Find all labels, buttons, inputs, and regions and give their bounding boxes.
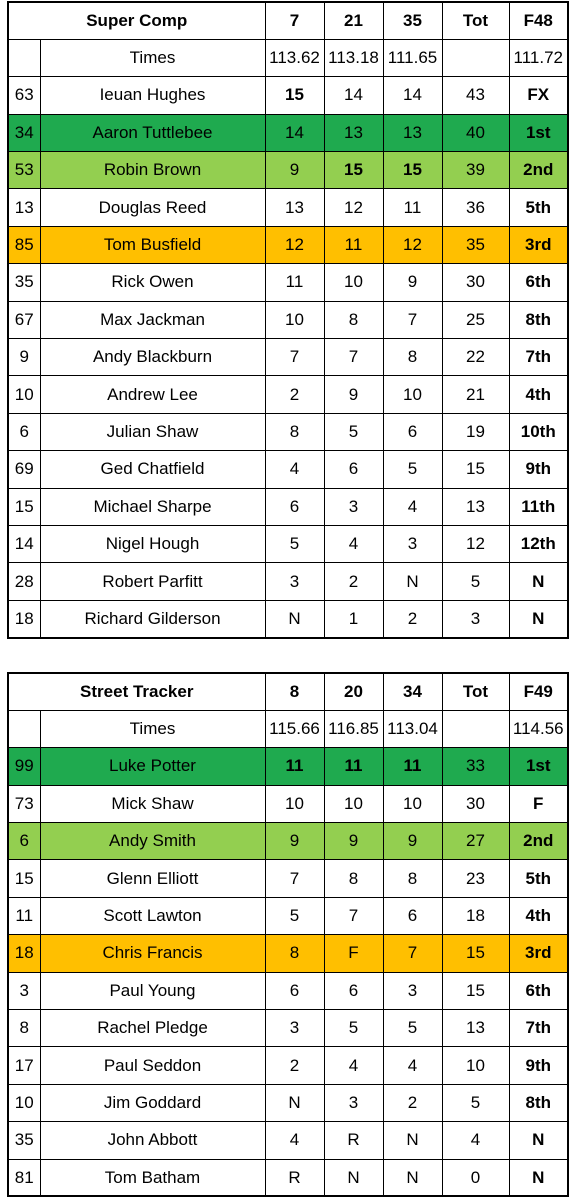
rider-number: 35 [8, 264, 40, 301]
round-score: 6 [265, 488, 324, 525]
round-header: 8 [265, 673, 324, 710]
rider-name: Chris Francis [40, 935, 265, 972]
total-score: 30 [442, 785, 509, 822]
final-position: 11th [509, 488, 568, 525]
round-score: N [265, 600, 324, 637]
round-score: 14 [383, 77, 442, 114]
round-score: 4 [324, 1047, 383, 1084]
header-row [8, 2, 568, 39]
final-header: F48 [509, 2, 568, 39]
rider-row [8, 563, 568, 600]
total-score: 33 [442, 748, 509, 785]
time-cell: 113.62 [265, 39, 324, 76]
total-score: 3 [442, 600, 509, 637]
round-score: R [324, 1122, 383, 1159]
round-score: 7 [265, 860, 324, 897]
final-position: 4th [509, 376, 568, 413]
round-score: 7 [324, 339, 383, 376]
round-score: 3 [383, 525, 442, 562]
time-cell: 116.85 [324, 710, 383, 747]
rider-row [8, 77, 568, 114]
round-header: 35 [383, 2, 442, 39]
final-position: F [509, 785, 568, 822]
total-score: 43 [442, 77, 509, 114]
rider-row [8, 189, 568, 226]
rider-name: Nigel Hough [40, 525, 265, 562]
rider-row [8, 451, 568, 488]
times-label: Times [40, 39, 265, 76]
round-score: 3 [383, 972, 442, 1009]
blank-cell [8, 710, 40, 747]
total-score: 39 [442, 152, 509, 189]
final-position: 5th [509, 860, 568, 897]
round-score: 6 [324, 451, 383, 488]
round-score: 14 [324, 77, 383, 114]
time-cell [442, 710, 509, 747]
round-score: 13 [265, 189, 324, 226]
rider-row [8, 972, 568, 1009]
round-score: 15 [324, 152, 383, 189]
header-row [8, 673, 568, 710]
total-header: Tot [442, 673, 509, 710]
total-score: 15 [442, 451, 509, 488]
rider-name: Rick Owen [40, 264, 265, 301]
round-score: 3 [265, 1010, 324, 1047]
super-comp-results-table [7, 1, 569, 639]
round-score: 5 [265, 897, 324, 934]
rider-row [8, 600, 568, 637]
round-score: 5 [265, 525, 324, 562]
rider-number: 69 [8, 451, 40, 488]
round-score: 9 [383, 264, 442, 301]
rider-row [8, 785, 568, 822]
rider-name: Rachel Pledge [40, 1010, 265, 1047]
round-score: N [383, 1159, 442, 1196]
rider-row [8, 114, 568, 151]
times-label: Times [40, 710, 265, 747]
rider-number: 17 [8, 1047, 40, 1084]
total-score: 15 [442, 935, 509, 972]
rider-number: 15 [8, 860, 40, 897]
rider-rows [8, 77, 568, 638]
rider-name: Andy Blackburn [40, 339, 265, 376]
rider-name: Robert Parfitt [40, 563, 265, 600]
rider-row [8, 226, 568, 263]
final-position: 12th [509, 525, 568, 562]
round-score: 2 [265, 376, 324, 413]
rider-name: Andrew Lee [40, 376, 265, 413]
rider-row [8, 339, 568, 376]
rider-number: 73 [8, 785, 40, 822]
rider-number: 53 [8, 152, 40, 189]
rider-name: Andy Smith [40, 823, 265, 860]
round-score: 4 [265, 451, 324, 488]
total-score: 35 [442, 226, 509, 263]
rider-number: 3 [8, 972, 40, 1009]
rider-name: Tom Busfield [40, 226, 265, 263]
total-score: 4 [442, 1122, 509, 1159]
final-position: 7th [509, 339, 568, 376]
round-score: 8 [324, 860, 383, 897]
round-score: 7 [324, 897, 383, 934]
round-score: 12 [324, 189, 383, 226]
round-score: 6 [383, 897, 442, 934]
rider-number: 99 [8, 748, 40, 785]
total-score: 12 [442, 525, 509, 562]
rider-name: Scott Lawton [40, 897, 265, 934]
round-score: 10 [383, 785, 442, 822]
round-score: 9 [265, 152, 324, 189]
final-position: 7th [509, 1010, 568, 1047]
rider-row [8, 376, 568, 413]
round-score: 10 [324, 264, 383, 301]
blank-cell [8, 39, 40, 76]
round-score: 2 [383, 1084, 442, 1121]
round-score: 12 [265, 226, 324, 263]
rider-number: 6 [8, 413, 40, 450]
rider-number: 14 [8, 525, 40, 562]
rider-row [8, 264, 568, 301]
total-score: 5 [442, 1084, 509, 1121]
round-score: 10 [324, 785, 383, 822]
round-score: 3 [265, 563, 324, 600]
rider-row [8, 1047, 568, 1084]
rider-name: Luke Potter [40, 748, 265, 785]
rider-number: 15 [8, 488, 40, 525]
final-position: 8th [509, 301, 568, 338]
total-score: 23 [442, 860, 509, 897]
rider-name: Douglas Reed [40, 189, 265, 226]
rider-name: Aaron Tuttlebee [40, 114, 265, 151]
rider-number: 10 [8, 376, 40, 413]
rider-number: 10 [8, 1084, 40, 1121]
total-score: 13 [442, 488, 509, 525]
time-cell: 111.65 [383, 39, 442, 76]
final-position: N [509, 1159, 568, 1196]
rider-row [8, 1084, 568, 1121]
round-score: 14 [265, 114, 324, 151]
total-score: 21 [442, 376, 509, 413]
final-position: N [509, 600, 568, 637]
round-score: N [324, 1159, 383, 1196]
rider-row [8, 152, 568, 189]
total-score: 40 [442, 114, 509, 151]
final-position: 5th [509, 189, 568, 226]
round-score: 7 [383, 301, 442, 338]
table-title: Super Comp [8, 2, 265, 39]
total-score: 36 [442, 189, 509, 226]
rider-row [8, 897, 568, 934]
final-position: 9th [509, 451, 568, 488]
round-score: 8 [265, 413, 324, 450]
round-score: N [383, 1122, 442, 1159]
rider-name: John Abbott [40, 1122, 265, 1159]
rider-row [8, 935, 568, 972]
rider-name: Richard Gilderson [40, 600, 265, 637]
total-score: 10 [442, 1047, 509, 1084]
final-position: 3rd [509, 935, 568, 972]
round-score: 9 [324, 823, 383, 860]
round-score: 7 [383, 935, 442, 972]
rider-name: Paul Young [40, 972, 265, 1009]
street-tracker-results-table [7, 672, 569, 1197]
time-cell: 114.56 [509, 710, 568, 747]
round-score: 4 [383, 1047, 442, 1084]
total-score: 25 [442, 301, 509, 338]
total-score: 15 [442, 972, 509, 1009]
round-score: 15 [383, 152, 442, 189]
rider-number: 8 [8, 1010, 40, 1047]
final-position: 8th [509, 1084, 568, 1121]
rider-number: 28 [8, 563, 40, 600]
final-position: 10th [509, 413, 568, 450]
round-score: 15 [265, 77, 324, 114]
round-score: 6 [324, 972, 383, 1009]
rider-row [8, 301, 568, 338]
round-score: N [383, 563, 442, 600]
final-position: N [509, 1122, 568, 1159]
rider-name: Glenn Elliott [40, 860, 265, 897]
total-score: 0 [442, 1159, 509, 1196]
final-position: 4th [509, 897, 568, 934]
round-score: 10 [383, 376, 442, 413]
rider-name: Julian Shaw [40, 413, 265, 450]
round-score: 2 [383, 600, 442, 637]
round-header: 21 [324, 2, 383, 39]
total-score: 22 [442, 339, 509, 376]
total-score: 5 [442, 563, 509, 600]
round-score: 4 [383, 488, 442, 525]
final-position: N [509, 563, 568, 600]
rider-name: Jim Goddard [40, 1084, 265, 1121]
rider-number: 18 [8, 600, 40, 637]
time-cell: 113.04 [383, 710, 442, 747]
rider-name: Paul Seddon [40, 1047, 265, 1084]
rider-name: Ieuan Hughes [40, 77, 265, 114]
round-score: 6 [265, 972, 324, 1009]
round-score: 1 [324, 600, 383, 637]
round-score: 13 [383, 114, 442, 151]
rider-number: 13 [8, 189, 40, 226]
round-score: 9 [265, 823, 324, 860]
total-score: 19 [442, 413, 509, 450]
round-score: 4 [324, 525, 383, 562]
total-score: 27 [442, 823, 509, 860]
rider-name: Robin Brown [40, 152, 265, 189]
rider-number: 18 [8, 935, 40, 972]
rider-name: Michael Sharpe [40, 488, 265, 525]
rider-row [8, 1122, 568, 1159]
round-score: 8 [324, 301, 383, 338]
round-score: 2 [324, 563, 383, 600]
round-score: 11 [324, 748, 383, 785]
times-row [8, 710, 568, 747]
rider-number: 63 [8, 77, 40, 114]
total-score: 18 [442, 897, 509, 934]
table-title: Street Tracker [8, 673, 265, 710]
round-score: 3 [324, 1084, 383, 1121]
round-score: 3 [324, 488, 383, 525]
round-score: F [324, 935, 383, 972]
round-score: 11 [383, 189, 442, 226]
round-score: 8 [383, 339, 442, 376]
round-score: 11 [383, 748, 442, 785]
times-row [8, 39, 568, 76]
rider-row [8, 860, 568, 897]
round-score: 4 [265, 1122, 324, 1159]
time-cell: 115.66 [265, 710, 324, 747]
rider-row [8, 1159, 568, 1196]
final-position: 3rd [509, 226, 568, 263]
round-score: 5 [324, 413, 383, 450]
round-score: N [265, 1084, 324, 1121]
round-score: R [265, 1159, 324, 1196]
final-position: 9th [509, 1047, 568, 1084]
rider-number: 34 [8, 114, 40, 151]
round-score: 2 [265, 1047, 324, 1084]
final-position: 6th [509, 972, 568, 1009]
rider-name: Mick Shaw [40, 785, 265, 822]
rider-row [8, 488, 568, 525]
rider-row [8, 1010, 568, 1047]
final-position: 2nd [509, 152, 568, 189]
round-score: 11 [265, 264, 324, 301]
rider-number: 81 [8, 1159, 40, 1196]
round-score: 7 [265, 339, 324, 376]
final-position: 1st [509, 748, 568, 785]
round-score: 8 [265, 935, 324, 972]
round-score: 5 [324, 1010, 383, 1047]
rider-number: 11 [8, 897, 40, 934]
rider-name: Tom Batham [40, 1159, 265, 1196]
round-score: 12 [383, 226, 442, 263]
rider-row [8, 748, 568, 785]
round-header: 20 [324, 673, 383, 710]
total-score: 30 [442, 264, 509, 301]
round-score: 11 [265, 748, 324, 785]
rider-row [8, 525, 568, 562]
time-cell: 111.72 [509, 39, 568, 76]
final-position: 2nd [509, 823, 568, 860]
rider-number: 9 [8, 339, 40, 376]
rider-number: 67 [8, 301, 40, 338]
total-score: 13 [442, 1010, 509, 1047]
round-score: 8 [383, 860, 442, 897]
total-header: Tot [442, 2, 509, 39]
round-score: 13 [324, 114, 383, 151]
final-header: F49 [509, 673, 568, 710]
time-cell [442, 39, 509, 76]
round-score: 5 [383, 451, 442, 488]
final-position: FX [509, 77, 568, 114]
round-score: 5 [383, 1010, 442, 1047]
final-position: 6th [509, 264, 568, 301]
rider-rows [8, 748, 568, 1197]
rider-row [8, 823, 568, 860]
rider-row [8, 413, 568, 450]
round-score: 9 [383, 823, 442, 860]
final-position: 1st [509, 114, 568, 151]
round-header: 7 [265, 2, 324, 39]
rider-number: 85 [8, 226, 40, 263]
round-score: 9 [324, 376, 383, 413]
round-score: 11 [324, 226, 383, 263]
time-cell: 113.18 [324, 39, 383, 76]
rider-name: Ged Chatfield [40, 451, 265, 488]
rider-name: Max Jackman [40, 301, 265, 338]
round-score: 10 [265, 785, 324, 822]
round-score: 6 [383, 413, 442, 450]
round-header: 34 [383, 673, 442, 710]
round-score: 10 [265, 301, 324, 338]
rider-number: 6 [8, 823, 40, 860]
rider-number: 35 [8, 1122, 40, 1159]
